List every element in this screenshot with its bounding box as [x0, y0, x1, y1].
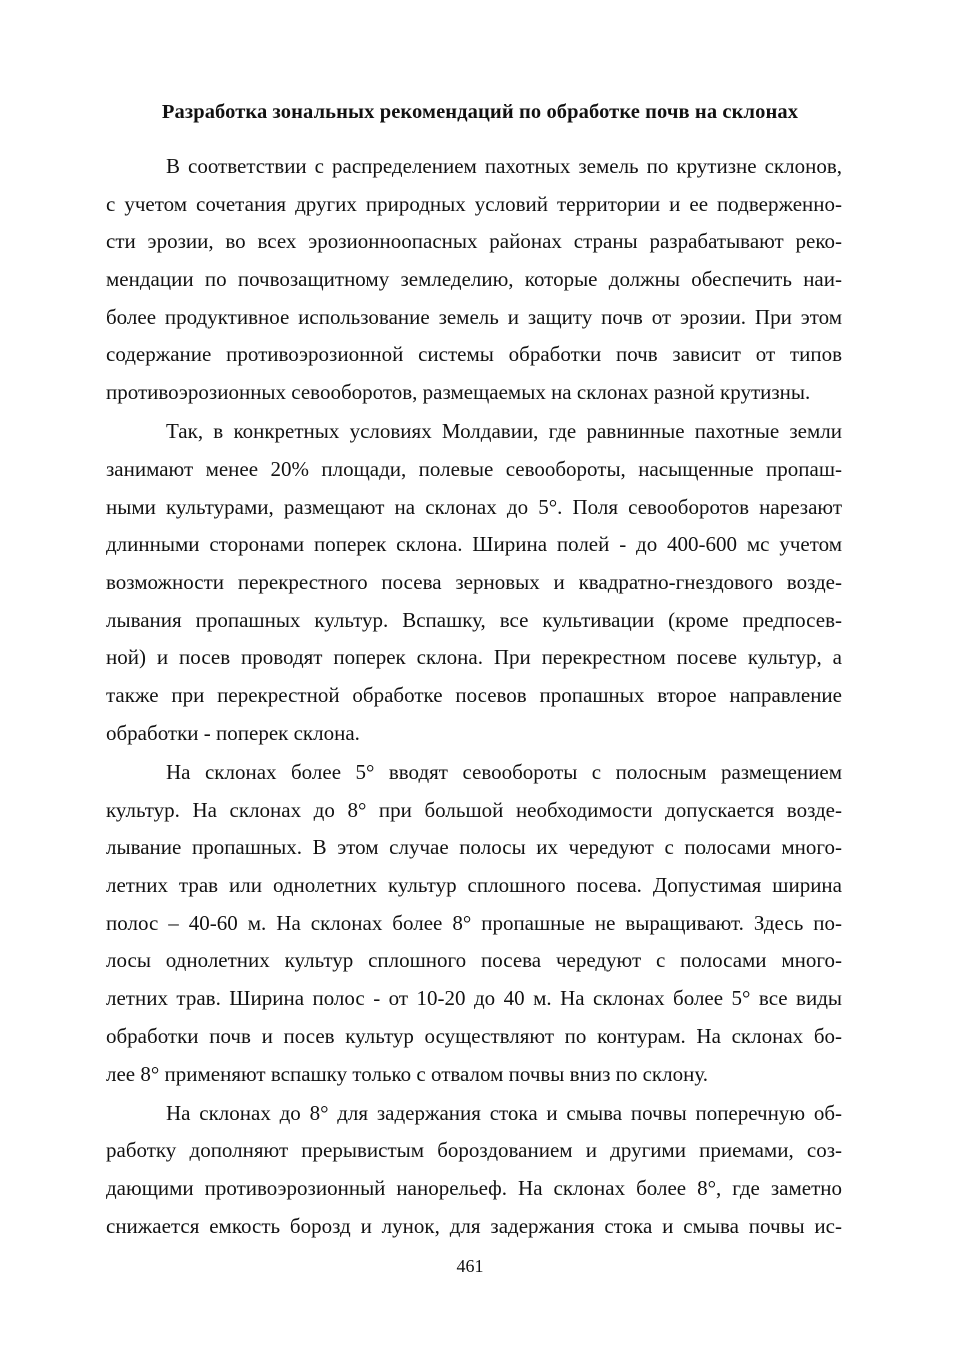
text-line: обработки - поперек склона.	[106, 720, 360, 745]
section-heading: Разработка зональных рекомендаций по обработке почв на склонах	[161, 101, 799, 123]
text-line: обработки почв и посев культур осуществляют по контурам. На склонах бо-	[106, 1023, 842, 1048]
text-line: занимают менее 20% площади, полевые севообороты, насыщенные пропаш-	[106, 457, 842, 481]
paragraph-2	[106, 413, 842, 752]
page-number: 461	[456, 1256, 484, 1276]
text-line: противоэрозионных севооборотов, размещаемых на склонах разной крутизны.	[106, 380, 811, 405]
text-line: длинными сторонами поперек склона. Ширина полей - до 400-600 мс учетом	[106, 532, 842, 557]
text-line: лывания пропашных культур. Вспашку, все культивации (кроме предпосев-	[106, 607, 842, 632]
text-line: возможности перекрестного посева зерновых и квадратно-гнездового возде-	[106, 570, 842, 595]
paragraph-1	[106, 148, 842, 412]
text-line: содержание противоэрозионной системы обработки почв зависит от типов	[106, 342, 842, 367]
text-line: также при перекрестной обработке посевов пропашных второе направление	[106, 683, 842, 708]
text-line: лее 8° применяют вспашку только с отвалом почвы вниз по склону.	[106, 1061, 708, 1086]
body-text	[106, 148, 842, 1247]
text-line: мендации по почвозащитному земледелию, которые должны обеспечить наи-	[106, 267, 842, 292]
text-line: На склонах до 8° для задержания стока и смыва почвы поперечную об-	[166, 1100, 842, 1125]
paragraph-4	[106, 1095, 842, 1246]
text-line: летних трав. Ширина полос - от 10-20 до 40 м. На склонах более 5° все виды	[106, 986, 842, 1011]
text-line: лывание пропашных. В этом случае полосы их чередуют с полосами много-	[106, 835, 842, 860]
text-line: полос – 40-60 м. На склонах более 8° пропашные не выращивают. Здесь по-	[106, 910, 842, 935]
text-line: дающими противоэрозионный нанорельеф. На склонах более 8°, где заметно	[106, 1176, 842, 1201]
text-line: ными культурами, размещают на склонах до 5°. Поля севооборотов нарезают	[106, 494, 842, 519]
text-line: Так, в конкретных условиях Молдавии, где равнинные пахотные земли	[166, 419, 842, 444]
text-line: В соответствии с распределением пахотных земель по крутизне склонов,	[166, 154, 842, 178]
text-line: сти эрозии, во всех эрозионноопасных районах страны разрабатывают реко-	[106, 229, 842, 254]
text-line: культур. На склонах до 8° при большой необходимости допускается возде-	[106, 797, 842, 822]
text-line: с учетом сочетания других природных условий территории и ее подверженно-	[106, 191, 842, 216]
text-line: летних трав или однолетних культур сплошного посева. Допустимая ширина	[106, 873, 842, 898]
text-line: снижается емкость борозд и лунок, для задержания стока и смыва почвы ис-	[106, 1213, 842, 1238]
paragraph-3	[106, 754, 842, 1093]
text-line: На склонах более 5° вводят севообороты с полосным размещением	[166, 760, 842, 784]
text-line: работку дополняют прерывистым бороздованием и другими приемами, соз-	[106, 1138, 842, 1163]
text-line: ной) и посев проводят поперек склона. При перекрестном посеве культур, а	[106, 645, 842, 670]
text-line: лосы однолетних культур сплошного посева чередуют с полосами много-	[106, 948, 842, 973]
text-line: более продуктивное использование земель и защиту почв от эрозии. При этом	[106, 304, 842, 329]
